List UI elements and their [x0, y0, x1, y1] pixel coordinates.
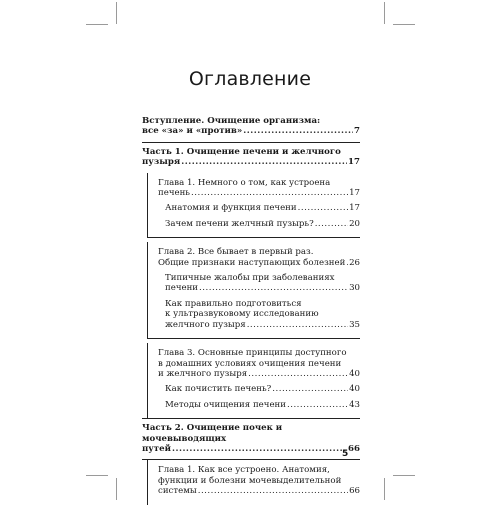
- toc-entry-text: Методы очищения печени: [165, 399, 286, 410]
- leader-dots: [287, 400, 348, 410]
- toc-entry-text: Вступление. Очищение организма:: [142, 116, 321, 126]
- toc-page-number: 40: [349, 368, 360, 379]
- leader-dots: [298, 203, 348, 213]
- toc-entry-chapter[interactable]: [158, 247, 360, 268]
- crop-mark-top-left-v: [116, 2, 117, 24]
- toc-entry-text: путей: [142, 443, 171, 454]
- toc-entry-text: Общие признаки наступающих болезней: [158, 257, 346, 268]
- crop-mark-bottom-left-v: [116, 478, 117, 500]
- toc-entry-text: Как почистить печень?: [165, 384, 272, 395]
- toc-page-number: 66: [348, 443, 360, 454]
- toc-chapter-block: [147, 343, 360, 418]
- leader-dots: [172, 444, 347, 454]
- toc-chapter-block: [147, 242, 360, 339]
- toc-page-number: 7: [354, 126, 360, 137]
- toc-entry-text: пузыря: [142, 157, 181, 168]
- toc-page-number: 30: [349, 283, 360, 294]
- toc-entry-section[interactable]: [165, 400, 360, 410]
- toc-entry-intro[interactable]: [142, 116, 360, 142]
- toc-entry-text: Глава 1. Как все устроено. Анатомия,: [158, 465, 330, 476]
- page-title: Оглавление: [188, 68, 312, 90]
- toc-entry-section[interactable]: [165, 203, 360, 213]
- leader-dots: [199, 283, 348, 293]
- leader-dots: [315, 219, 348, 229]
- toc-entry-part-1[interactable]: [142, 142, 360, 173]
- crop-mark-top-right-v: [384, 2, 385, 24]
- toc-entry-text: функции и болезни мочевыделительной: [158, 475, 342, 486]
- toc-entry-text: печень: [158, 188, 190, 199]
- toc-entry-chapter[interactable]: [158, 178, 360, 199]
- toc-entry-text: Глава 1. Немного о том, как устроена: [158, 177, 331, 188]
- crop-mark-bottom-right-v: [384, 478, 385, 500]
- toc-page-number: 20: [349, 218, 360, 229]
- toc-chapter-block: [147, 460, 360, 504]
- toc-entry-section[interactable]: [165, 384, 360, 394]
- toc-chapter-block: [147, 173, 360, 239]
- toc-entry-text: все «за» и «против»: [142, 126, 243, 137]
- toc-entry-section[interactable]: [165, 273, 360, 294]
- toc-entry-text: и желчного пузыря: [158, 368, 248, 379]
- toc-entry-text: Часть 1. Очищение печени и желчного: [142, 146, 341, 157]
- toc-entry-section[interactable]: [165, 219, 360, 229]
- crop-mark-top-right-h: [393, 24, 415, 25]
- crop-mark-bottom-right-h: [393, 475, 415, 476]
- toc-entry-chapter[interactable]: [158, 348, 360, 379]
- toc-page-number: 35: [349, 319, 360, 330]
- toc-page-number: 40: [349, 384, 360, 395]
- toc-entry-text: печени: [165, 283, 199, 294]
- toc-entry-text: Типичные жалобы при заболеваниях: [165, 273, 335, 284]
- leader-dots: [346, 258, 348, 268]
- leader-dots: [181, 157, 347, 167]
- toc-page-number: 66: [349, 486, 360, 497]
- toc-page-number: 26: [349, 257, 360, 268]
- page-number: 5: [342, 449, 349, 459]
- leader-dots: [247, 320, 348, 330]
- toc-page-number: 17: [349, 188, 360, 199]
- crop-mark-bottom-left-h: [86, 475, 108, 476]
- toc-entry-text: Глава 3. Основные принципы доступного: [158, 348, 347, 359]
- toc-entry-text: в домашних условиях очищения печени: [158, 358, 342, 369]
- toc-entry-text: желчного пузыря: [165, 319, 246, 330]
- crop-mark-top-left-h: [86, 24, 108, 25]
- toc-entry-text: к ультразвуковому исследованию: [165, 309, 319, 320]
- toc-entry-section[interactable]: [165, 299, 360, 330]
- toc-page-number: 17: [348, 157, 360, 168]
- toc-entry-text: Зачем печени желчный пузырь?: [165, 218, 314, 229]
- toc-page-number: 17: [349, 203, 360, 214]
- toc-entry-chapter[interactable]: [158, 465, 360, 496]
- toc-entry-part-2[interactable]: [142, 418, 360, 460]
- toc-entry-text: Анатомия и функция печени: [165, 203, 297, 214]
- leader-dots: [243, 126, 353, 136]
- toc-entry-text: Глава 2. Все бывает в первый раз.: [158, 247, 314, 258]
- leader-dots: [272, 384, 348, 394]
- toc-page-number: 43: [349, 399, 360, 410]
- leader-dots: [198, 486, 348, 496]
- toc-entry-text: Часть 2. Очищение почек и мочевыводящих: [142, 423, 283, 444]
- table-of-contents: [142, 116, 360, 505]
- leader-dots: [248, 369, 348, 379]
- toc-entry-text: системы: [158, 486, 197, 497]
- leader-dots: [191, 188, 348, 198]
- toc-entry-text: Как правильно подготовиться: [165, 298, 302, 309]
